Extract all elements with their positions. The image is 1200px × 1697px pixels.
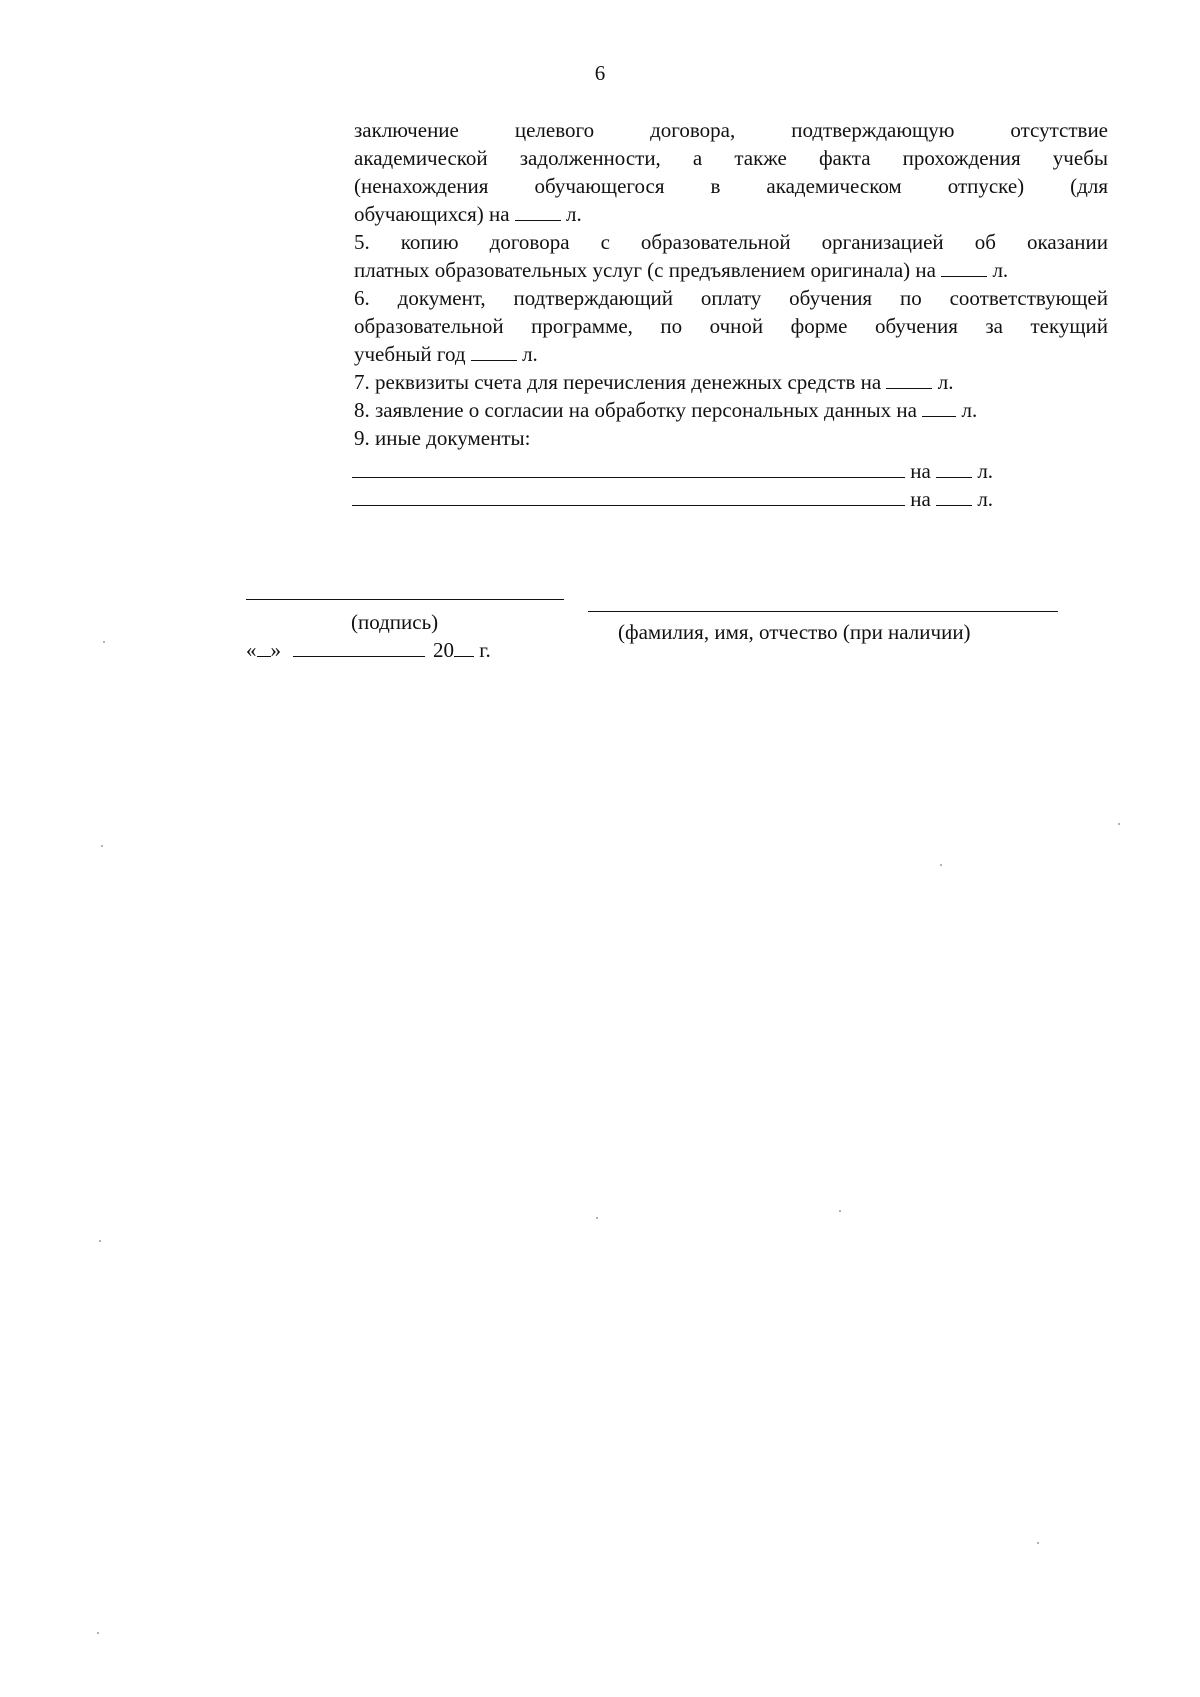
date-field	[246, 637, 491, 663]
scan-speck	[99, 1240, 101, 1242]
sheets-suffix: л.	[516, 342, 538, 366]
body-line	[354, 256, 1108, 284]
document-name-blank	[352, 486, 905, 506]
scan-speck	[101, 845, 103, 847]
year-prefix: 20	[433, 638, 454, 662]
sheets-prefix: на	[905, 487, 937, 511]
sheet-count-blank	[886, 369, 932, 389]
body-text: 8. заявление о согласии на обработку персональных данных на	[354, 398, 923, 422]
sheet-count-blank	[936, 458, 972, 478]
sheets-suffix: л.	[972, 459, 994, 483]
sheets-suffix: л.	[972, 487, 994, 511]
scan-speck	[940, 864, 942, 866]
scan-speck	[1037, 1542, 1039, 1544]
body-line	[354, 396, 1108, 424]
body-text: учебный год	[354, 342, 471, 366]
sheets-suffix: л.	[956, 398, 978, 422]
sheet-count-blank	[515, 201, 561, 221]
sheet-count-blank	[936, 486, 972, 506]
body-line: (ненахождения обучающегося в академическом отпуске) (для	[354, 174, 1108, 198]
year-blank	[454, 637, 474, 657]
body-text: 7. реквизиты счета для перечисления денежных средств на	[354, 370, 887, 394]
document-list	[354, 116, 1108, 452]
date-quote-open: «	[246, 638, 257, 662]
body-line: 5. копию договора с образовательной организацией об оказании	[354, 230, 1108, 254]
scan-speck	[1118, 823, 1120, 825]
scan-speck	[596, 1217, 598, 1219]
body-line: заключение целевого договора, подтверждающую отсутствие	[354, 118, 1108, 142]
document-name-blank	[352, 458, 905, 478]
sheets-suffix: л.	[560, 202, 582, 226]
day-blank	[257, 637, 271, 657]
body-line: 9. иные документы:	[354, 426, 531, 450]
sheets-suffix: л.	[987, 258, 1009, 282]
scan-speck	[97, 1632, 99, 1634]
signature-caption: (подпись)	[351, 610, 439, 634]
body-line: 6. документ, подтверждающий оплату обучения по соответствующей	[354, 286, 1108, 310]
other-document-row	[352, 458, 993, 484]
body-text: обучающихся) на	[354, 202, 515, 226]
date-quote-close: »	[270, 638, 281, 662]
body-line	[354, 200, 1108, 228]
sheet-count-blank	[471, 341, 517, 361]
body-line	[354, 340, 1108, 368]
signature-line	[246, 599, 564, 600]
body-line: академической задолженности, а также факта прохождения учебы	[354, 146, 1108, 170]
scan-speck	[839, 1210, 841, 1212]
sheet-count-blank	[941, 257, 987, 277]
full-name-caption: (фамилия, имя, отчество (при наличии)	[618, 620, 971, 644]
month-blank	[293, 637, 425, 657]
sheets-suffix: л.	[932, 370, 954, 394]
sheets-prefix: на	[905, 459, 937, 483]
scan-speck	[103, 641, 105, 643]
page-number: 6	[594, 61, 606, 85]
other-document-row	[352, 486, 993, 512]
year-suffix: г.	[474, 638, 491, 662]
body-text: платных образовательных услуг (с предъявлением оригинала) на	[354, 258, 942, 282]
sheet-count-blank	[922, 397, 956, 417]
full-name-line	[588, 611, 1058, 612]
body-line: образовательной программе, по очной форме обучения за текущий	[354, 314, 1108, 338]
body-line	[354, 368, 1108, 396]
